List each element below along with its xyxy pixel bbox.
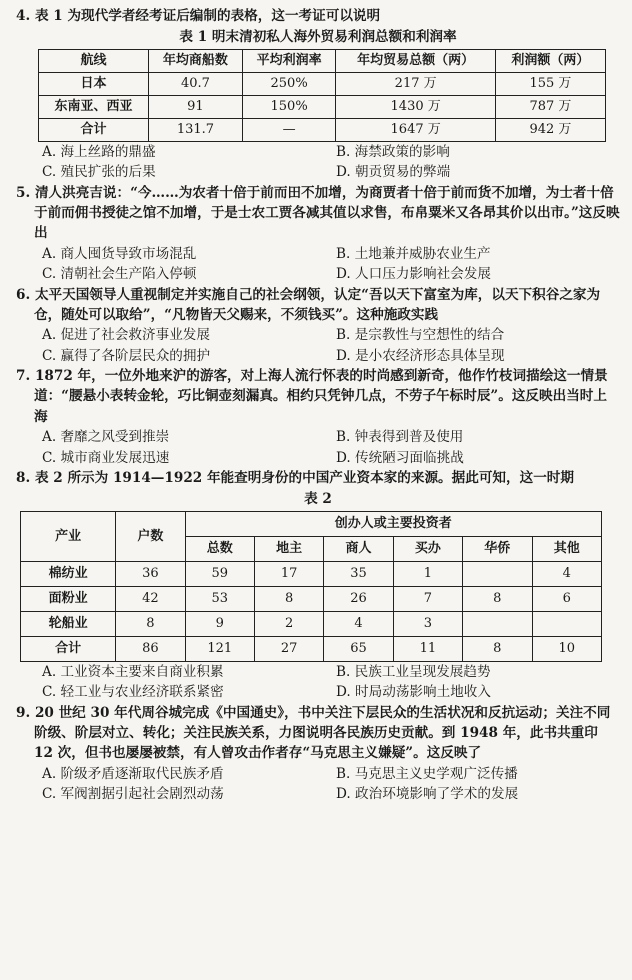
table-cell: 9: [185, 611, 254, 636]
question-number: 8.: [16, 470, 31, 487]
options: [16, 764, 620, 805]
question-stem: 清人洪亮吉说：“今……为农者十倍于前而田不加增，为商贾者十倍于前而货不加增，为士者十倍于前而佣书授徒之馆不加增，于是士农工贾各减其值以求售，布帛粟米又各昂其价以出市。”这反映出: [34, 184, 620, 242]
table-cell: 250%: [242, 72, 336, 95]
table-cell: 1: [393, 561, 462, 586]
table-cell: 42: [116, 586, 185, 611]
option-b[interactable]: B. 马克思主义史学观广泛传播: [336, 765, 518, 782]
question-number: 6.: [16, 286, 31, 303]
table-cell: 3: [393, 611, 462, 636]
table-cell: 11: [393, 636, 462, 661]
table-cell: 1647 万: [336, 118, 495, 141]
table-cell: 155 万: [495, 72, 605, 95]
table-cell: 8: [463, 586, 532, 611]
table-cell: 65: [324, 636, 393, 661]
option-a[interactable]: A. 阶级矛盾逐渐取代民族矛盾: [42, 765, 224, 782]
option-b[interactable]: B. 钟表得到普及使用: [336, 429, 464, 446]
question-number: 5.: [16, 184, 31, 201]
table-cell: 合计: [39, 118, 149, 141]
option-b[interactable]: B. 土地兼并威胁农业生产: [336, 245, 491, 262]
option-a[interactable]: A. 促进了社会救济事业发展: [42, 327, 210, 344]
question-stem: 1872 年，一位外地来沪的游客，对上海人流行怀表的时尚感到新奇，他作竹枝词描绘这一情景道：“腰悬小表转金轮，巧比铜壶刻漏真。相约只凭钟几点，不劳子午标时辰”。这反映出当时上海: [34, 368, 608, 425]
table-cell: 59: [185, 561, 254, 586]
table-cell: 10: [532, 636, 602, 661]
question-8: [16, 468, 620, 703]
option-d[interactable]: D. 传统陋习面临挑战: [336, 449, 464, 466]
option-c[interactable]: C. 清朝社会生产陷入停顿: [42, 266, 197, 283]
table-row: [39, 118, 606, 141]
table-header: 航线: [39, 49, 149, 72]
question-number: 7.: [16, 368, 31, 385]
option-c[interactable]: C. 军阀割据引起社会剧烈动荡: [42, 786, 224, 803]
table-cell: 35: [324, 561, 393, 586]
question-6: [16, 285, 620, 367]
option-a[interactable]: A. 海上丝路的鼎盛: [42, 143, 156, 160]
table-cell: 1430 万: [336, 95, 495, 118]
table-cell: 8: [463, 636, 532, 661]
table-cell: 787 万: [495, 95, 605, 118]
table-cell: 942 万: [495, 118, 605, 141]
table-row: [21, 586, 602, 611]
question-4: [16, 6, 620, 183]
table-header: 商人: [324, 536, 393, 561]
option-b[interactable]: B. 民族工业呈现发展趋势: [336, 663, 491, 680]
table-cell: 86: [116, 636, 185, 661]
table-cell: 东南亚、西亚: [39, 95, 149, 118]
table-caption: 表 1 明末清初私人海外贸易利润总额和利润率: [179, 29, 457, 46]
table-cell: 4: [324, 611, 393, 636]
table-header: 地主: [254, 536, 323, 561]
table-row: [39, 72, 606, 95]
trade-profit-table: [38, 49, 606, 142]
capitalist-origin-table: [20, 511, 602, 662]
question-9: [16, 703, 620, 805]
option-c[interactable]: C. 殖民扩张的后果: [42, 164, 156, 181]
option-a[interactable]: A. 工业资本主要来自商业积累: [42, 663, 224, 680]
table-header-row: [21, 511, 602, 536]
question-number: 9.: [16, 704, 31, 721]
table-cell: [532, 611, 602, 636]
options: [16, 244, 620, 285]
table-header: 产业: [21, 511, 116, 561]
table-cell: 27: [254, 636, 323, 661]
table-cell: 40.7: [149, 72, 243, 95]
options: [16, 427, 620, 468]
question-number: 4.: [16, 8, 31, 24]
question-5: [16, 183, 620, 285]
table-cell: 2: [254, 611, 323, 636]
table-cell: 8: [254, 586, 323, 611]
table-cell: 面粉业: [21, 586, 116, 611]
question-7: [16, 366, 620, 468]
table-cell: 6: [532, 586, 602, 611]
question-stem: 表 1 为现代学者经考证后编制的表格，这一考证可以说明: [34, 8, 381, 24]
option-c[interactable]: C. 轻工业与农业经济联系紧密: [42, 684, 224, 701]
table-cell: 26: [324, 586, 393, 611]
option-b[interactable]: B. 是宗教性与空想性的结合: [336, 327, 505, 344]
option-d[interactable]: D. 是小农经济形态具体呈现: [336, 347, 505, 364]
question-stem: 表 2 所示为 1914—1922 年能查明身份的中国产业资本家的来源。据此可知，这一时期: [34, 470, 574, 487]
table-cell: 17: [254, 561, 323, 586]
table-header: 户数: [116, 511, 185, 561]
table-header: 创办人或主要投资者: [185, 511, 601, 536]
options: [16, 142, 620, 183]
table-cell: 合计: [21, 636, 116, 661]
table-header-row: [39, 49, 606, 72]
option-d[interactable]: D. 时局动荡影响土地收入: [336, 684, 491, 701]
option-a[interactable]: A. 商人囤货导致市场混乱: [42, 245, 197, 262]
table-row: [21, 636, 602, 661]
table-cell: [463, 561, 532, 586]
table-cell: 131.7: [149, 118, 243, 141]
table-header: 年均商船数: [149, 49, 243, 72]
question-stem: 太平天国领导人重视制定并实施自己的社会纲领，认定“吾以天下富室为库，以天下积谷之家为仓，随处可以取给”，“凡物皆天父赐来，不须钱买”。这种施政实践: [34, 286, 601, 323]
table-row: [21, 611, 602, 636]
table-cell: —: [242, 118, 336, 141]
table-cell: 棉纺业: [21, 561, 116, 586]
question-stem: 20 世纪 30 年代周谷城完成《中国通史》，书中关注下层民众的生活状况和反抗运动；关注不同阶级、阶层对立、转化；关注民族关系，力图说明各民族历史贡献。到 1948 年，此书共重印 12 次，但书也屡屡被禁，有人曾攻击作者存“马克思主义嫌疑”。这反映了: [34, 704, 611, 762]
option-a[interactable]: A. 奢靡之风受到推崇: [42, 429, 170, 446]
option-d[interactable]: D. 人口压力影响社会发展: [336, 266, 491, 283]
table-header: 利润额（两）: [495, 49, 605, 72]
table-row: [39, 95, 606, 118]
option-d[interactable]: D. 政治环境影响了学术的发展: [336, 786, 519, 803]
option-b[interactable]: B. 海禁政策的影响: [336, 143, 450, 160]
table-cell: 轮船业: [21, 611, 116, 636]
table-cell: 217 万: [336, 72, 495, 95]
table-cell: 4: [532, 561, 602, 586]
option-c[interactable]: C. 城市商业发展迅速: [42, 449, 170, 466]
table-cell: 8: [116, 611, 185, 636]
options: [16, 662, 620, 703]
table-cell: 121: [185, 636, 254, 661]
table-header: 华侨: [463, 536, 532, 561]
table-header: 平均利润率: [242, 49, 336, 72]
table-header: 买办: [393, 536, 462, 561]
option-c[interactable]: C. 赢得了各阶层民众的拥护: [42, 347, 211, 364]
table-cell: 36: [116, 561, 185, 586]
table-cell: 7: [393, 586, 462, 611]
table-cell: 日本: [39, 72, 149, 95]
options: [16, 325, 620, 366]
table-caption: 表 2: [304, 491, 332, 508]
table-row: [21, 561, 602, 586]
table-cell: 150%: [242, 95, 336, 118]
table-cell: [463, 611, 532, 636]
table-cell: 91: [149, 95, 243, 118]
option-d[interactable]: D. 朝贡贸易的弊端: [336, 164, 451, 181]
table-header: 其他: [532, 536, 602, 561]
table-header: 年均贸易总额（两）: [336, 49, 495, 72]
table-header: 总数: [185, 536, 254, 561]
table-cell: 53: [185, 586, 254, 611]
